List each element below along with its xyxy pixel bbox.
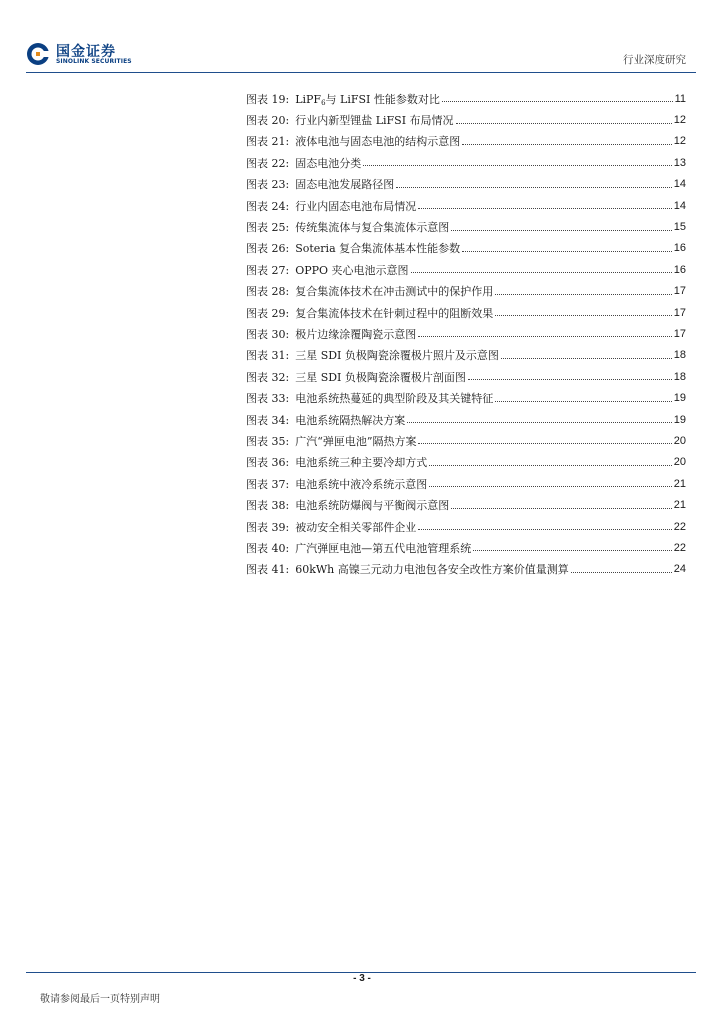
toc-entry-page: 17 bbox=[673, 327, 686, 340]
toc-entry-title bbox=[295, 91, 440, 107]
toc-entry[interactable] bbox=[246, 345, 686, 366]
disclaimer-note: 敬请参阅最后一页特别声明 bbox=[40, 994, 160, 1005]
toc-leader-dots bbox=[495, 315, 672, 316]
toc-entry-label: 图表 35: bbox=[246, 434, 290, 448]
toc-entry-page: 22 bbox=[673, 520, 686, 533]
toc-entry[interactable] bbox=[246, 174, 686, 195]
toc-entry[interactable] bbox=[246, 259, 686, 280]
toc-entry-label: 图表 31: bbox=[246, 349, 290, 363]
figure-index-list bbox=[246, 88, 686, 580]
toc-entry[interactable] bbox=[246, 366, 686, 387]
toc-entry[interactable] bbox=[246, 109, 686, 130]
toc-leader-dots bbox=[495, 401, 672, 402]
toc-leader-dots bbox=[451, 508, 672, 509]
toc-entry-label: 图表 19: bbox=[246, 92, 290, 106]
toc-entry-page: 19 bbox=[673, 413, 686, 426]
toc-entry[interactable] bbox=[246, 452, 686, 473]
toc-entry-page: 18 bbox=[673, 370, 686, 383]
sinolink-logo-icon bbox=[26, 42, 50, 66]
toc-entry-page: 12 bbox=[673, 114, 686, 127]
toc-entry[interactable] bbox=[246, 323, 686, 344]
toc-entry-page: 24 bbox=[673, 563, 686, 576]
page-header bbox=[0, 0, 724, 80]
toc-entry-label: 图表 38: bbox=[246, 499, 290, 513]
toc-entry-page: 16 bbox=[673, 242, 686, 255]
toc-entry-page: 20 bbox=[673, 434, 686, 447]
toc-leader-dots bbox=[429, 465, 672, 466]
toc-entry-page: 19 bbox=[673, 392, 686, 405]
toc-leader-dots bbox=[495, 294, 672, 295]
toc-leader-dots bbox=[418, 443, 671, 444]
toc-entry-page: 16 bbox=[673, 263, 686, 276]
toc-entry-title: 电池系统热蔓延的典型阶段及其关键特征 bbox=[295, 392, 494, 406]
toc-leader-dots bbox=[363, 165, 672, 166]
page-number: - 3 - bbox=[353, 973, 371, 984]
toc-entry-label: 图表 23: bbox=[246, 178, 290, 192]
toc-entry[interactable] bbox=[246, 537, 686, 558]
toc-entry-label: 图表 28: bbox=[246, 285, 290, 299]
toc-entry-title: 电池系统中液冷系统示意图 bbox=[295, 477, 428, 491]
toc-entry-label: 图表 33: bbox=[246, 392, 290, 406]
toc-entry-label: 图表 40: bbox=[246, 541, 290, 555]
toc-leader-dots bbox=[418, 208, 672, 209]
toc-leader-dots bbox=[456, 123, 672, 124]
toc-entry-label: 图表 34: bbox=[246, 413, 290, 427]
toc-entry[interactable] bbox=[246, 131, 686, 152]
toc-leader-dots bbox=[462, 144, 672, 145]
toc-entry-page: 21 bbox=[673, 477, 686, 490]
toc-leader-dots bbox=[468, 379, 672, 380]
toc-entry-page: 15 bbox=[673, 221, 686, 234]
toc-entry-label: 图表 20: bbox=[246, 114, 290, 128]
toc-leader-dots bbox=[418, 336, 672, 337]
toc-entry-title: 固态电池发展路径图 bbox=[295, 178, 395, 192]
toc-entry-label: 图表 22: bbox=[246, 156, 290, 170]
toc-entry-label: 图表 39: bbox=[246, 520, 290, 534]
toc-entry-title-subscript: 6 bbox=[321, 98, 326, 107]
toc-entry-title: Soteria 复合集流体基本性能参数 bbox=[295, 242, 461, 256]
toc-entry-page: 13 bbox=[673, 156, 686, 169]
toc-entry-title: 传统集流体与复合集流体示意图 bbox=[295, 221, 450, 235]
toc-entry-title-main: LiPF bbox=[295, 92, 322, 106]
header-divider bbox=[26, 72, 696, 73]
toc-entry-title: 复合集流体技术在冲击测试中的保护作用 bbox=[295, 285, 494, 299]
toc-entry-title: 行业内新型锂盐 LiFSI 布局情况 bbox=[295, 114, 454, 128]
toc-entry-title: 三星 SDI 负极陶瓷涂覆极片剖面图 bbox=[295, 370, 466, 384]
toc-leader-dots bbox=[571, 572, 672, 573]
toc-entry-title: 广汽“弹匣电池”隔热方案 bbox=[295, 434, 417, 448]
toc-leader-dots bbox=[473, 550, 672, 551]
toc-entry-title: 复合集流体技术在针刺过程中的阻断效果 bbox=[295, 306, 494, 320]
logo-chinese-name: 国金证券 bbox=[56, 44, 116, 60]
toc-entry-label: 图表 21: bbox=[246, 135, 290, 149]
toc-leader-dots bbox=[501, 358, 672, 359]
toc-entry-label: 图表 30: bbox=[246, 327, 290, 341]
toc-entry-label: 图表 37: bbox=[246, 477, 290, 491]
toc-entry-title: 行业内固态电池布局情况 bbox=[295, 199, 417, 213]
toc-leader-dots bbox=[411, 272, 672, 273]
toc-entry-title: 广汽弹匣电池—第五代电池管理系统 bbox=[295, 541, 472, 555]
toc-entry[interactable] bbox=[246, 430, 686, 451]
toc-entry-label: 图表 29: bbox=[246, 306, 290, 320]
toc-entry[interactable] bbox=[246, 195, 686, 216]
toc-entry-page: 17 bbox=[673, 306, 686, 319]
toc-entry[interactable] bbox=[246, 409, 686, 430]
toc-entry[interactable] bbox=[246, 473, 686, 494]
toc-leader-dots bbox=[451, 230, 672, 231]
toc-entry-title: 电池系统隔热解决方案 bbox=[295, 413, 406, 427]
toc-entry[interactable] bbox=[246, 216, 686, 237]
toc-entry-title: 固态电池分类 bbox=[295, 156, 362, 170]
toc-entry-title-rest: 与 LiFSI 性能参数对比 bbox=[325, 92, 440, 106]
toc-entry-label: 图表 27: bbox=[246, 263, 290, 277]
toc-entry[interactable] bbox=[246, 152, 686, 173]
toc-entry-page: 22 bbox=[673, 541, 686, 554]
toc-entry-page: 11 bbox=[674, 92, 686, 105]
toc-entry-page: 12 bbox=[673, 135, 686, 148]
toc-leader-dots bbox=[418, 529, 672, 530]
toc-entry-page: 20 bbox=[673, 456, 686, 469]
toc-entry[interactable] bbox=[246, 516, 686, 537]
toc-entry-label: 图表 26: bbox=[246, 242, 290, 256]
toc-entry-label: 图表 36: bbox=[246, 456, 290, 470]
toc-entry-title: 电池系统三种主要冷却方式 bbox=[295, 456, 428, 470]
report-type: 行业深度研究 bbox=[623, 54, 686, 66]
toc-entry-page: 18 bbox=[673, 349, 686, 362]
toc-entry-title: 极片边缘涂覆陶瓷示意图 bbox=[295, 327, 417, 341]
toc-entry-title: 60kWh 高镍三元动力电池包各安全改性方案价值量测算 bbox=[295, 563, 569, 577]
toc-entry-label: 图表 25: bbox=[246, 221, 290, 235]
toc-entry[interactable] bbox=[246, 238, 686, 259]
toc-entry[interactable] bbox=[246, 88, 686, 109]
toc-entry-page: 14 bbox=[673, 199, 686, 212]
toc-entry-page: 14 bbox=[673, 178, 686, 191]
toc-leader-dots bbox=[407, 422, 672, 423]
toc-leader-dots bbox=[442, 101, 673, 102]
toc-entry[interactable] bbox=[246, 559, 686, 580]
toc-entry[interactable] bbox=[246, 387, 686, 408]
toc-entry-title: 三星 SDI 负极陶瓷涂覆极片照片及示意图 bbox=[295, 349, 499, 363]
toc-entry-title: 电池系统防爆阀与平衡阀示意图 bbox=[295, 499, 450, 513]
toc-entry-page: 17 bbox=[673, 285, 686, 298]
toc-leader-dots bbox=[396, 187, 672, 188]
toc-entry-page: 21 bbox=[673, 499, 686, 512]
toc-entry-label: 图表 32: bbox=[246, 370, 290, 384]
toc-entry[interactable] bbox=[246, 302, 686, 323]
company-logo bbox=[26, 40, 136, 68]
toc-leader-dots bbox=[462, 251, 672, 252]
toc-entry-title: OPPO 夹心电池示意图 bbox=[295, 263, 409, 277]
toc-entry[interactable] bbox=[246, 281, 686, 302]
toc-entry-label: 图表 24: bbox=[246, 199, 290, 213]
toc-entry[interactable] bbox=[246, 494, 686, 515]
toc-entry-title: 被动安全相关零部件企业 bbox=[295, 520, 417, 534]
toc-entry-title: 液体电池与固态电池的结构示意图 bbox=[295, 135, 461, 149]
logo-english-name: SINOLINK SECURITIES bbox=[56, 58, 132, 65]
toc-leader-dots bbox=[429, 486, 672, 487]
toc-entry-label: 图表 41: bbox=[246, 563, 290, 577]
